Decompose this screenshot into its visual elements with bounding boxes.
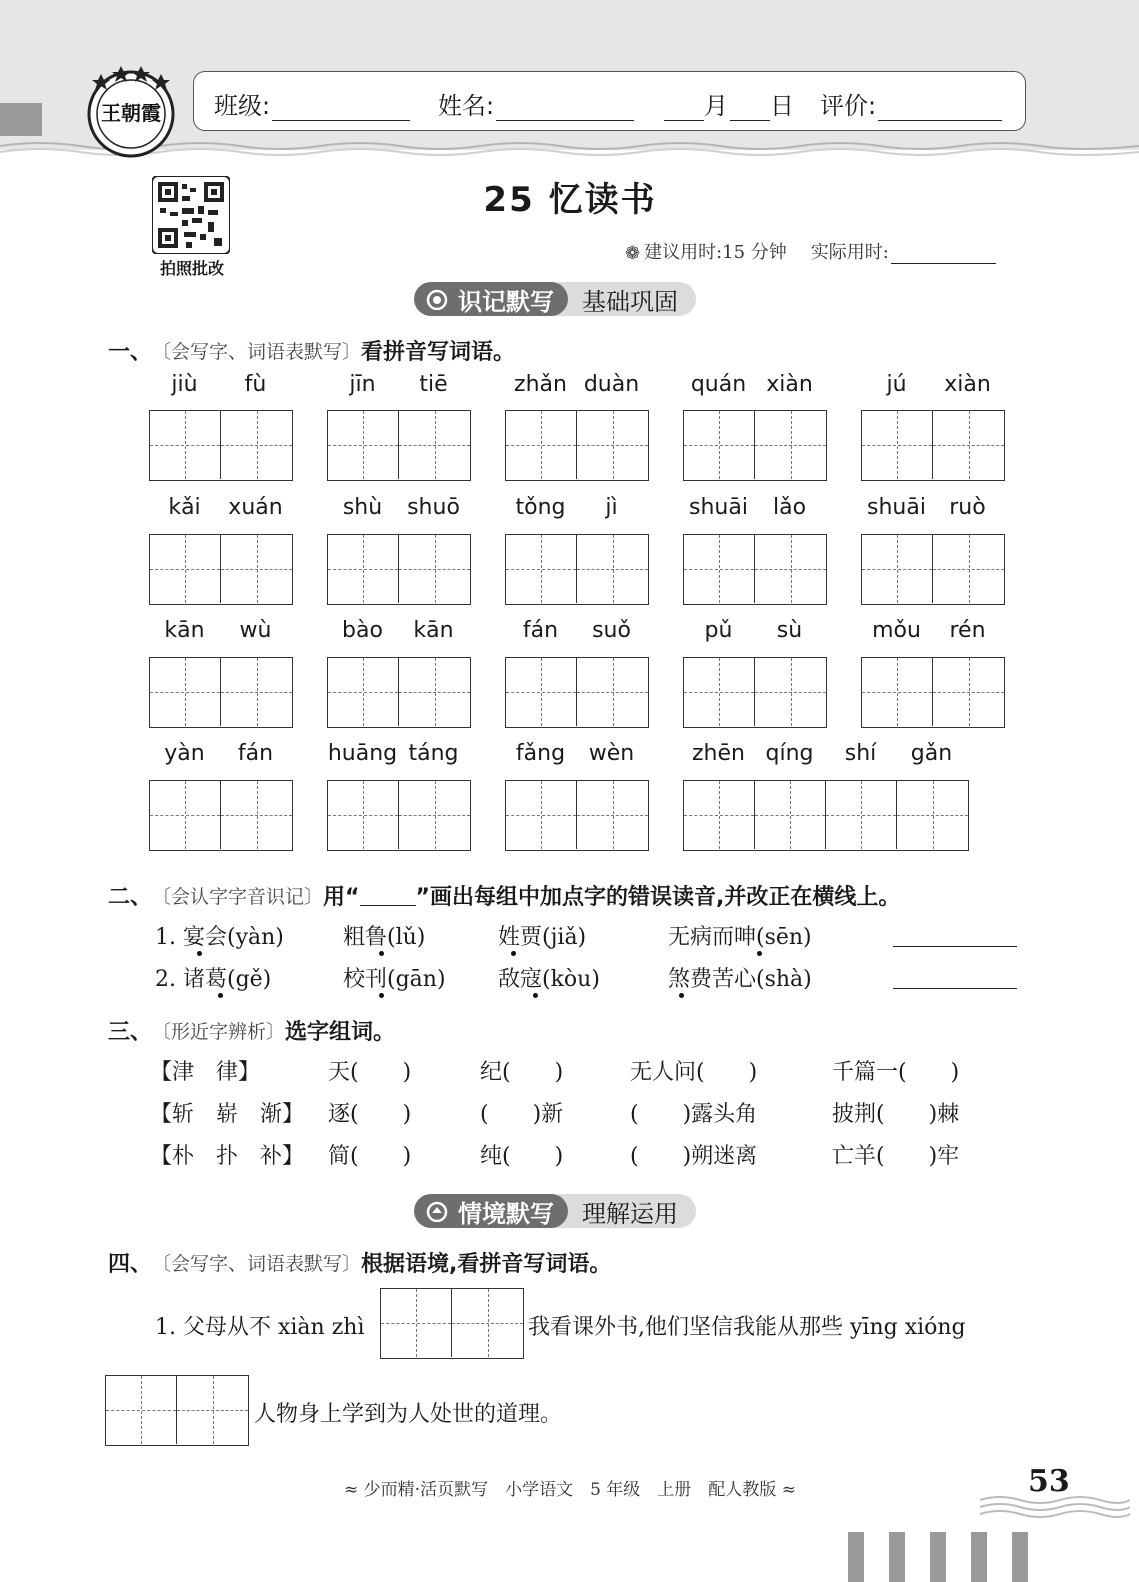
pinyin-syllable: quán: [690, 372, 747, 397]
writing-box[interactable]: [683, 780, 969, 851]
side-tab: [0, 103, 42, 136]
q4-text-1a: 1. 父母从不 xiàn zhì: [155, 1315, 365, 1340]
writing-cell[interactable]: [328, 781, 399, 849]
fill-blank[interactable]: 逐( ): [328, 1102, 412, 1127]
question-1-heading: 一、 〔会写字、词语表默写〕 看拼音写词语。: [108, 340, 516, 365]
writing-cell[interactable]: [506, 658, 577, 726]
pinyin-syllable: fán: [237, 741, 274, 766]
pinyin-syllable: kǎi: [168, 495, 201, 520]
writing-cell[interactable]: [328, 658, 399, 726]
q2-item: 校刊(gān): [343, 967, 446, 992]
q2-answer-line-1[interactable]: [893, 946, 1017, 947]
writing-box[interactable]: [149, 780, 293, 851]
pinyin-syllable: zhǎn: [514, 372, 567, 397]
question-3-heading: 三、 〔形近字辨析〕 选字组词。: [108, 1020, 396, 1045]
writing-box-xianzhi[interactable]: [380, 1288, 524, 1359]
writing-cell[interactable]: [506, 535, 577, 603]
page-edge-bars: [848, 1532, 1028, 1582]
q4-text-1b: 我看课外书,他们坚信我能从那些 yīng xióng: [528, 1315, 966, 1340]
writing-cell[interactable]: [684, 781, 755, 849]
writing-cell[interactable]: [897, 781, 968, 849]
footer-series: ≈ 少而精·活页默写 小学语文 5 年级 上册 配人教版 ≈: [344, 1480, 796, 1500]
pinyin-syllable: gǎn: [910, 741, 953, 766]
emphasis-dot: [757, 951, 762, 956]
writing-cell[interactable]: [684, 658, 755, 726]
writing-cell[interactable]: [755, 535, 826, 603]
pinyin-syllable: xuán: [228, 495, 283, 520]
writing-cell[interactable]: [399, 411, 470, 479]
lesson-title: 25 忆读书: [483, 180, 657, 220]
medal-icon: [426, 288, 448, 310]
writing-cell[interactable]: [933, 411, 1004, 479]
student-info-box: [193, 71, 1026, 131]
writing-box[interactable]: [327, 657, 471, 728]
pinyin-syllable: kān: [164, 618, 205, 643]
writing-box[interactable]: [683, 657, 827, 728]
writing-cell[interactable]: [577, 658, 648, 726]
name-field[interactable]: 姓名:: [438, 86, 634, 121]
pinyin-syllable: yàn: [164, 741, 205, 766]
writing-cell[interactable]: [221, 535, 292, 603]
pinyin-syllable: suǒ: [592, 618, 631, 643]
writing-box[interactable]: [861, 410, 1005, 481]
char-group: 【斩 崭 渐】: [150, 1102, 305, 1127]
svg-text:王朝霞: 王朝霞: [101, 101, 161, 125]
writing-cell[interactable]: [862, 535, 933, 603]
page-number: 53: [1028, 1464, 1070, 1499]
pinyin-syllable: xiàn: [944, 372, 991, 397]
writing-cell[interactable]: [150, 781, 221, 849]
pinyin-syllable: fán: [522, 618, 559, 643]
question-4-heading: 四、 〔会写字、词语表默写〕 根据语境,看拼音写词语。: [108, 1252, 612, 1277]
qr-label: 拍照批改: [159, 259, 224, 278]
time-info: ❁ 建议用时:15 分钟 实际用时:: [625, 238, 996, 264]
q2-answer-line-2[interactable]: [893, 988, 1017, 989]
writing-cell[interactable]: [684, 535, 755, 603]
writing-cell[interactable]: [221, 781, 292, 849]
pinyin-syllable: mǒu: [872, 618, 921, 643]
pinyin-syllable: shuāi: [867, 495, 926, 520]
fill-blank[interactable]: ( )露头角: [630, 1102, 758, 1127]
pinyin-syllable: duàn: [583, 372, 640, 397]
q2-item: 无病而呻(sēn): [668, 925, 812, 950]
writing-cell[interactable]: [933, 658, 1004, 726]
writing-cell[interactable]: [862, 411, 933, 479]
question-2-heading: 二、 〔会认字字音识记〕 用“ ”画出每组中加点字的错误读音,并改正在横线上。: [108, 885, 901, 910]
emphasis-dot: [679, 993, 684, 998]
pinyin-syllable: tiē: [419, 372, 448, 397]
writing-cell[interactable]: [399, 781, 470, 849]
pinyin-syllable: jiù: [171, 372, 198, 397]
pinyin-syllable: huāng: [327, 741, 398, 766]
char-group: 【津 律】: [150, 1060, 261, 1085]
pinyin-syllable: bào: [342, 618, 383, 643]
fill-blank[interactable]: 亡羊( )牢: [832, 1144, 960, 1169]
writing-cell[interactable]: [577, 411, 648, 479]
writing-cell[interactable]: [221, 411, 292, 479]
writing-cell[interactable]: [150, 658, 221, 726]
clock-icon: ❁: [625, 243, 641, 264]
fill-blank[interactable]: 无人问( ): [630, 1060, 758, 1085]
writing-cell[interactable]: [150, 535, 221, 603]
emphasis-dot: [511, 951, 516, 956]
writing-box[interactable]: [149, 534, 293, 605]
writing-box[interactable]: [861, 657, 1005, 728]
writing-cell[interactable]: [826, 781, 897, 849]
pinyin-syllable: rén: [949, 618, 986, 643]
pinyin-syllable: zhēn: [692, 741, 745, 766]
pinyin-syllable: shí: [844, 741, 877, 766]
pinyin-syllable: sù: [776, 618, 803, 643]
pinyin-syllable: wèn: [588, 741, 635, 766]
fill-blank[interactable]: 千篇一( ): [832, 1060, 960, 1085]
qr-code-icon[interactable]: [152, 176, 230, 254]
pinyin-syllable: qíng: [765, 741, 814, 766]
writing-box[interactable]: [683, 410, 827, 481]
writing-box[interactable]: [149, 410, 293, 481]
writing-box[interactable]: [505, 780, 649, 851]
writing-cell[interactable]: [506, 781, 577, 849]
pinyin-syllable: ruò: [949, 495, 986, 520]
q4-text-2: 人物身上学到为人处世的道理。: [254, 1402, 563, 1427]
q2-item: 2. 诸葛(gě): [155, 967, 272, 992]
writing-box[interactable]: [327, 534, 471, 605]
writing-cell[interactable]: [221, 658, 292, 726]
pinyin-syllable: kān: [413, 618, 454, 643]
section-banner-basic: 识记默写 基础巩固: [414, 282, 696, 320]
writing-box[interactable]: [327, 410, 471, 481]
writing-box[interactable]: [861, 534, 1005, 605]
pinyin-syllable: shù: [342, 495, 383, 520]
publisher-logo: [83, 60, 179, 160]
writing-cell[interactable]: [150, 411, 221, 479]
medal-icon: [426, 1200, 448, 1222]
fill-blank[interactable]: 纯( ): [480, 1144, 564, 1169]
class-field[interactable]: 班级:: [214, 86, 410, 121]
pinyin-syllable: táng: [408, 741, 459, 766]
writing-cell[interactable]: [862, 658, 933, 726]
pinyin-syllable: pǔ: [704, 618, 733, 643]
char-group: 【朴 扑 补】: [150, 1144, 305, 1169]
fill-blank[interactable]: 披荆( )棘: [832, 1102, 960, 1127]
fill-blank[interactable]: ( )朔迷离: [630, 1144, 758, 1169]
pinyin-syllable: wù: [239, 618, 272, 643]
pinyin-syllable: jīn: [349, 372, 376, 397]
pinyin-syllable: lǎo: [772, 495, 807, 520]
pinyin-syllable: xiàn: [766, 372, 813, 397]
pinyin-syllable: jì: [605, 495, 618, 520]
q2-item: 姓贾(jiǎ): [498, 925, 587, 950]
writing-box[interactable]: [683, 534, 827, 605]
q2-item: 煞费苦心(shà): [668, 967, 812, 992]
fill-blank[interactable]: 天( ): [328, 1060, 412, 1085]
section-banner-apply: 情境默写 理解运用: [414, 1194, 696, 1232]
actual-time-field[interactable]: [891, 244, 996, 264]
writing-cell[interactable]: [933, 535, 1004, 603]
emphasis-dot: [379, 993, 384, 998]
date-field[interactable]: 月 日: [662, 86, 794, 121]
emphasis-dot: [197, 951, 202, 956]
writing-box[interactable]: [327, 780, 471, 851]
writing-cell[interactable]: [755, 658, 826, 726]
writing-box[interactable]: [505, 410, 649, 481]
pinyin-syllable: shuō: [407, 495, 460, 520]
q2-item: 粗鲁(lǔ): [343, 925, 426, 950]
pinyin-syllable: tǒng: [515, 495, 566, 520]
pinyin-syllable: shuāi: [689, 495, 748, 520]
writing-box[interactable]: [505, 657, 649, 728]
pinyin-syllable: fǎng: [515, 741, 566, 766]
writing-cell[interactable]: [506, 411, 577, 479]
pinyin-syllable: fù: [244, 372, 267, 397]
writing-box[interactable]: [149, 657, 293, 728]
fill-blank[interactable]: ( )新: [480, 1102, 564, 1127]
writing-cell[interactable]: [755, 411, 826, 479]
footer-wave: [980, 1492, 1130, 1520]
emphasis-dot: [218, 993, 223, 998]
q2-item: 1. 宴会(yàn): [155, 925, 284, 950]
writing-cell[interactable]: [577, 535, 648, 603]
writing-box-yingxiong[interactable]: [105, 1375, 249, 1446]
emphasis-dot: [533, 993, 538, 998]
writing-cell[interactable]: [684, 411, 755, 479]
q2-item: 敌寇(kòu): [498, 967, 600, 992]
emphasis-dot: [379, 951, 384, 956]
fill-blank[interactable]: 简( ): [328, 1144, 412, 1169]
writing-cell[interactable]: [577, 781, 648, 849]
writing-cell[interactable]: [399, 535, 470, 603]
writing-cell[interactable]: [328, 535, 399, 603]
writing-box[interactable]: [505, 534, 649, 605]
evaluation-field[interactable]: 评价:: [820, 86, 1002, 121]
writing-cell[interactable]: [399, 658, 470, 726]
writing-cell[interactable]: [328, 411, 399, 479]
writing-cell[interactable]: [755, 781, 826, 849]
pinyin-syllable: jú: [886, 372, 907, 397]
fill-blank[interactable]: 纪( ): [480, 1060, 564, 1085]
